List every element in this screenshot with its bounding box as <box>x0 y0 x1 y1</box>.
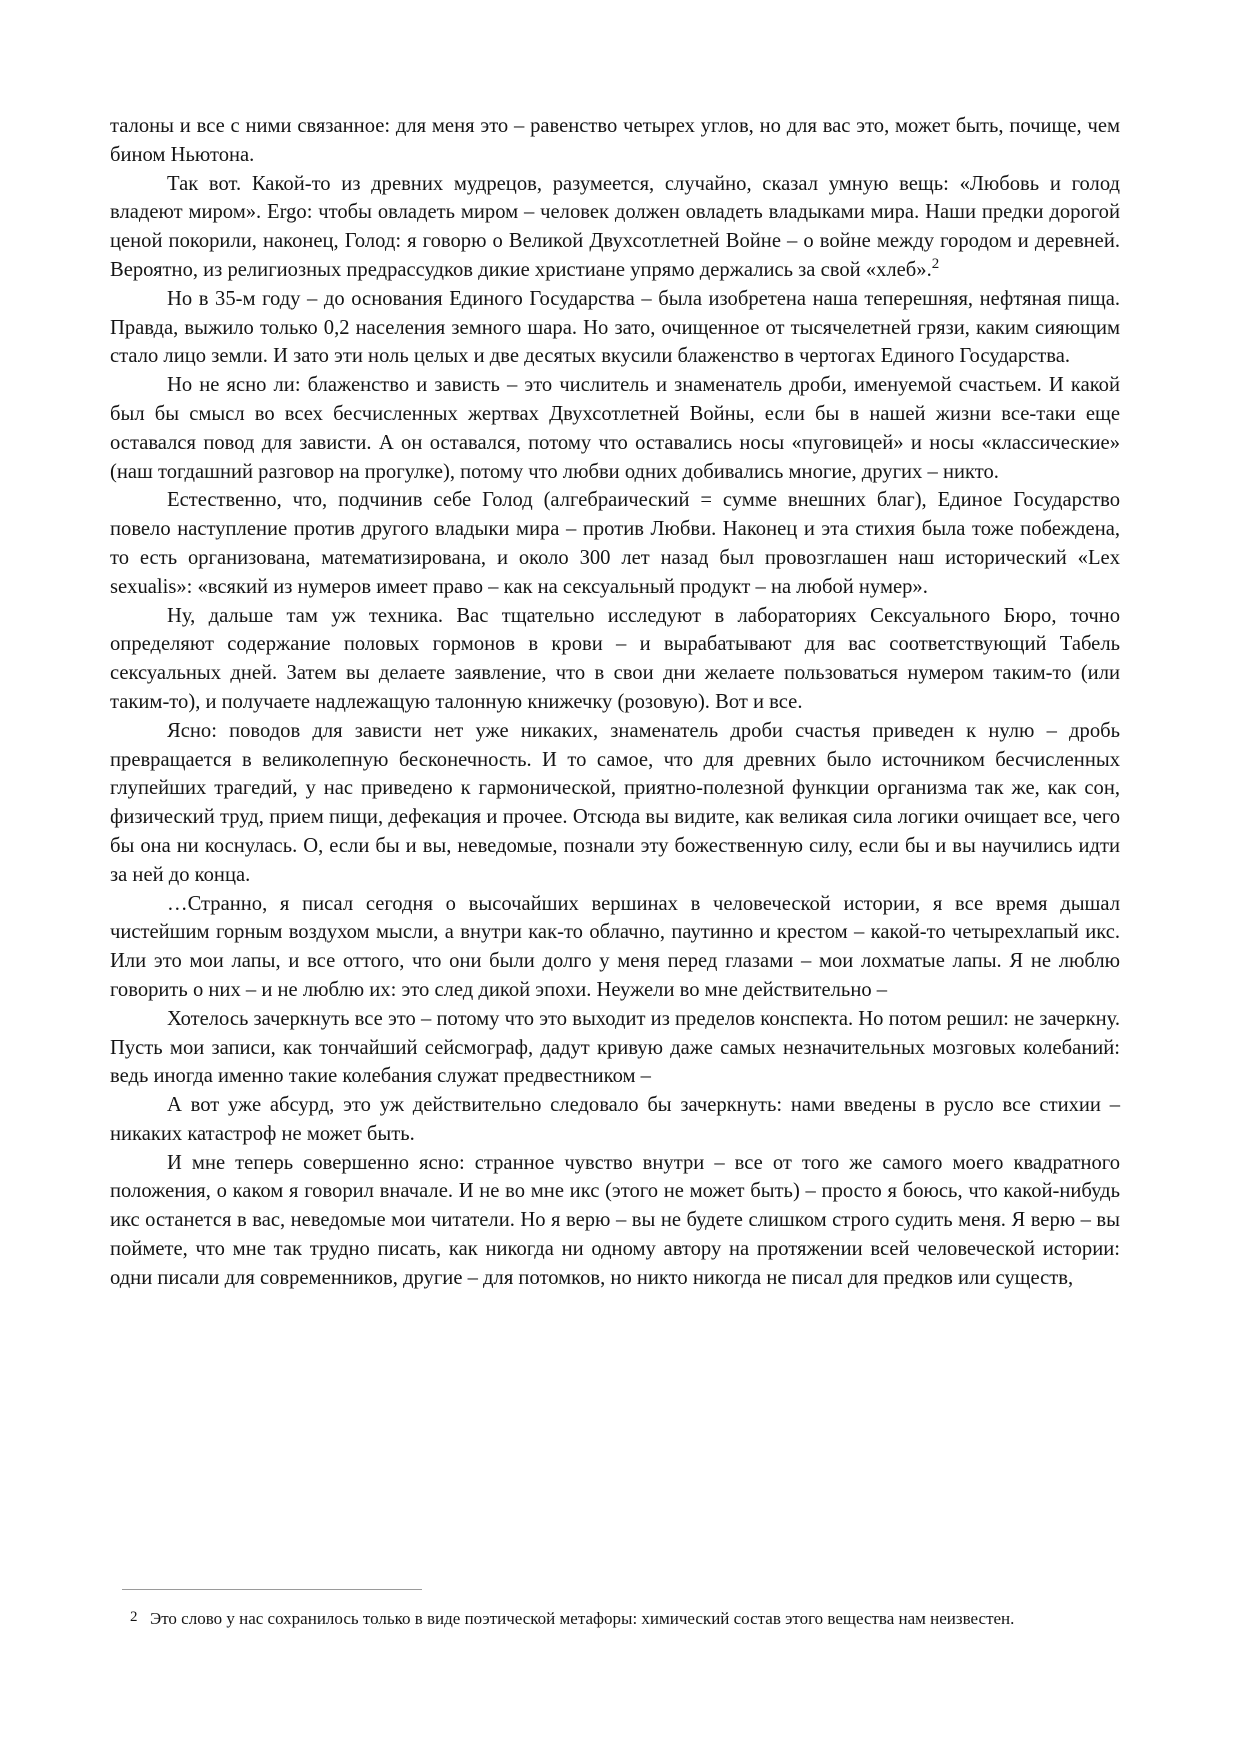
footnote-text: Это слово у нас сохранилось только в виде поэтической метафоры: химический состав этого вещества нам неизвестен. <box>150 1609 1015 1628</box>
paragraph-11 <box>110 1149 1120 1293</box>
page-body <box>110 112 1120 1293</box>
paragraph-8 <box>110 890 1120 1005</box>
paragraph-6 <box>110 602 1120 717</box>
paragraph-2 <box>110 170 1120 285</box>
paragraph-8-text: …Странно, я писал сегодня о высочайших вершинах в человеческой истории, я все время дышал чистейшим горным воздухом мысли, а внутри как-то облачно, паутинно и крестом – какой-то четырехлапый икс. Или это мои лапы, и все оттого, что они были долго у меня перед глазами – мои лохматые лапы. Я не люблю говорить о них – и не люблю их: это след дикой эпохи. Неужели во мне действительно – <box>110 892 1120 1001</box>
footnote-divider <box>122 1589 422 1590</box>
paragraph-11-text: И мне теперь совершенно ясно: странное чувство внутри – все от того же самого моего квадратного положения, о каком я говорил вначале. И не во мне икс (этого не может быть) – просто я боюсь, что какой-нибудь икс останется в вас, неведомые мои читатели. Но я верю – вы не будете слишком строго судить меня. Я верю – вы поймете, что мне так трудно писать, как никогда ни одному автору на протяжении всей человеческой истории: одни писали для современников, другие – для потомков, но никто никогда не писал для предков или существ, <box>110 1151 1120 1289</box>
paragraph-3-text: Но в 35-м году – до основания Единого Государства – была изобретена наша теперешняя, нефтяная пища. Правда, выжило только 0,2 населения земного шара. Но зато, очищенное от тысячелетней грязи, каким сияющим стало лицо земли. И зато эти ноль целых и две десятых вкусили блаженство в чертогах Единого Государства. <box>110 287 1120 368</box>
footnote-number: 2 <box>130 1609 138 1625</box>
paragraph-5 <box>110 486 1120 601</box>
paragraph-4 <box>110 371 1120 486</box>
paragraph-1 <box>110 112 1120 170</box>
paragraph-6-text: Ну, дальше там уж техника. Вас тщательно исследуют в лабораториях Сексуального Бюро, точно определяют содержание половых гормонов в крови – и вырабатывают для вас соответствующий Табель сексуальных дней. Затем вы делаете заявление, что в свои дни желаете пользоваться нумером таким-то (или таким-то), и получаете надлежащую талонную книжечку (розовую). Вот и все. <box>110 604 1120 713</box>
footnote-reference[interactable]: 2 <box>931 256 940 273</box>
paragraph-7 <box>110 717 1120 890</box>
paragraph-7-text: Ясно: поводов для зависти нет уже никаких, знаменатель дроби счастья приведен к нулю – дробь превращается в великолепную бесконечность. И то самое, что для древних было источником бесчисленных глупейших трагедий, у нас приведено к гармонической, приятно-полезной функции организма так же, как сон, физический труд, прием пищи, дефекация и прочее. Отсюда вы видите, как великая сила логики очищает все, чего бы она ни коснулась. О, если бы и вы, неведомые, познали эту божественную силу, если бы и вы научились идти за ней до конца. <box>110 719 1120 886</box>
paragraph-9 <box>110 1005 1120 1091</box>
paragraph-9-text: Хотелось зачеркнуть все это – потому что это выходит из пределов конспекта. Но потом решил: не зачеркну. Пусть мои записи, как тончайший сейсмограф, дадут кривую даже самых незначительных мозговых колебаний: ведь иногда именно такие колебания служат предвестником – <box>110 1007 1120 1088</box>
paragraph-3 <box>110 285 1120 371</box>
paragraph-5-text: Естественно, что, подчинив себе Голод (алгебраический = сумме внешних благ), Единое Государство повело наступление против другого владыки мира – против Любви. Наконец и эта стихия была тоже побеждена, то есть организована, математизирована, и около 300 лет назад был провозглашен наш исторический «Lex sexualis»: «всякий из нумеров имеет право – как на сексуальный продукт – на любой нумер». <box>110 489 1120 598</box>
paragraph-1-text: талоны и все с ними связанное: для меня это – равенство четырех углов, но для вас это, может быть, почище, чем бином Ньютона. <box>110 115 1120 166</box>
paragraph-4-text: Но не ясно ли: блаженство и зависть – это числитель и знаменатель дроби, именуемой счастьем. И какой был бы смысл во всех бесчисленных жертвах Двухсотлетней Войны, если бы в нашей жизни все-таки еще оставался повод для зависти. А он оставался, потому что оставались носы «пуговицей» и носы «классические» (наш тогдашний разговор на прогулке), потому что любви одних добивались многие, других – никто. <box>110 374 1120 483</box>
footnote <box>110 1605 1160 1631</box>
paragraph-10-text: А вот уже абсурд, это уж действительно следовало бы зачеркнуть: нами введены в русло все стихии – никаких катастроф не может быть. <box>110 1094 1120 1145</box>
paragraph-2-text: Так вот. Какой-то из древних мудрецов, разумеется, случайно, сказал умную вещь: «Любовь и голод владеют миром». Ergo: чтобы овладеть миром – человек должен овладеть владыками мира. Наши предки дорогой ценой покорили, наконец, Голод: я говорю о Великой Двухсотлетней Войне – о войне между городом и деревней. Вероятно, из религиозных предрассудков дикие христиане упрямо держались за свой «хлеб». <box>110 172 1120 281</box>
paragraph-10 <box>110 1091 1120 1149</box>
